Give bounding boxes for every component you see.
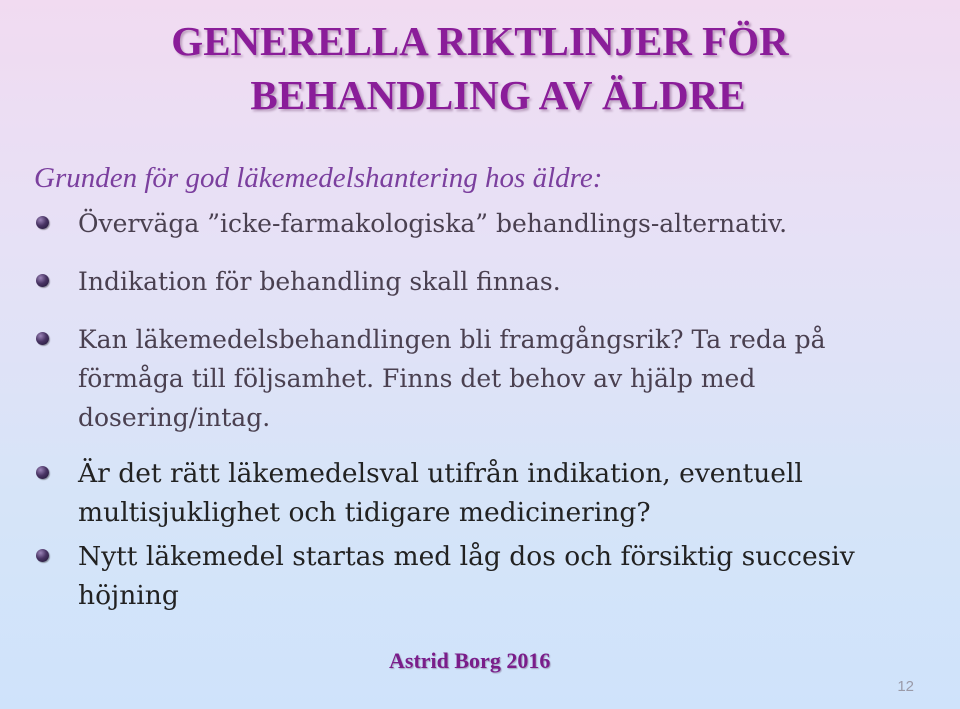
bullet-text: Överväga ”icke-farmakologiska” behandlings-alternativ. (78, 209, 788, 238)
bullet-item-treatment-success (78, 320, 928, 437)
bullet-text: Är det rätt läkemedelsval utifrån indikation, eventuell multisjuklighet och tidigare medicinering? (78, 458, 803, 528)
slide-subtitle: Grunden för god läkemedelshantering hos äldre: (34, 162, 603, 194)
bullet-item-low-dose-start (78, 537, 928, 615)
slide-title-line-2: BEHANDLING AV ÄLDRE (250, 72, 746, 118)
bullet-dot-icon (36, 549, 49, 562)
footer-author: Astrid Borg 2016 (389, 648, 551, 673)
bullet-item-consider-non-pharmacological (78, 204, 928, 243)
slide-title (0, 14, 960, 122)
bullet-text: Kan läkemedelsbehandlingen bli framgångsrik? Ta reda på förmåga till följsamhet. Finns det behov av hjälp med dosering/intag. (78, 325, 826, 432)
bullet-item-right-medication-choice (78, 454, 928, 532)
bullet-dot-icon (36, 466, 49, 479)
slide-title-line-1: GENERELLA RIKTLINJER FÖR (171, 18, 789, 64)
bullet-text: Indikation för behandling skall finnas. (78, 267, 561, 296)
bullet-dot-icon (36, 332, 49, 345)
page-number: 12 (897, 678, 914, 695)
bullet-dot-icon (36, 274, 49, 287)
bullet-dot-icon (36, 216, 49, 229)
bullet-item-indication (78, 262, 928, 301)
bullet-text: Nytt läkemedel startas med låg dos och försiktig succesiv höjning (78, 541, 855, 611)
